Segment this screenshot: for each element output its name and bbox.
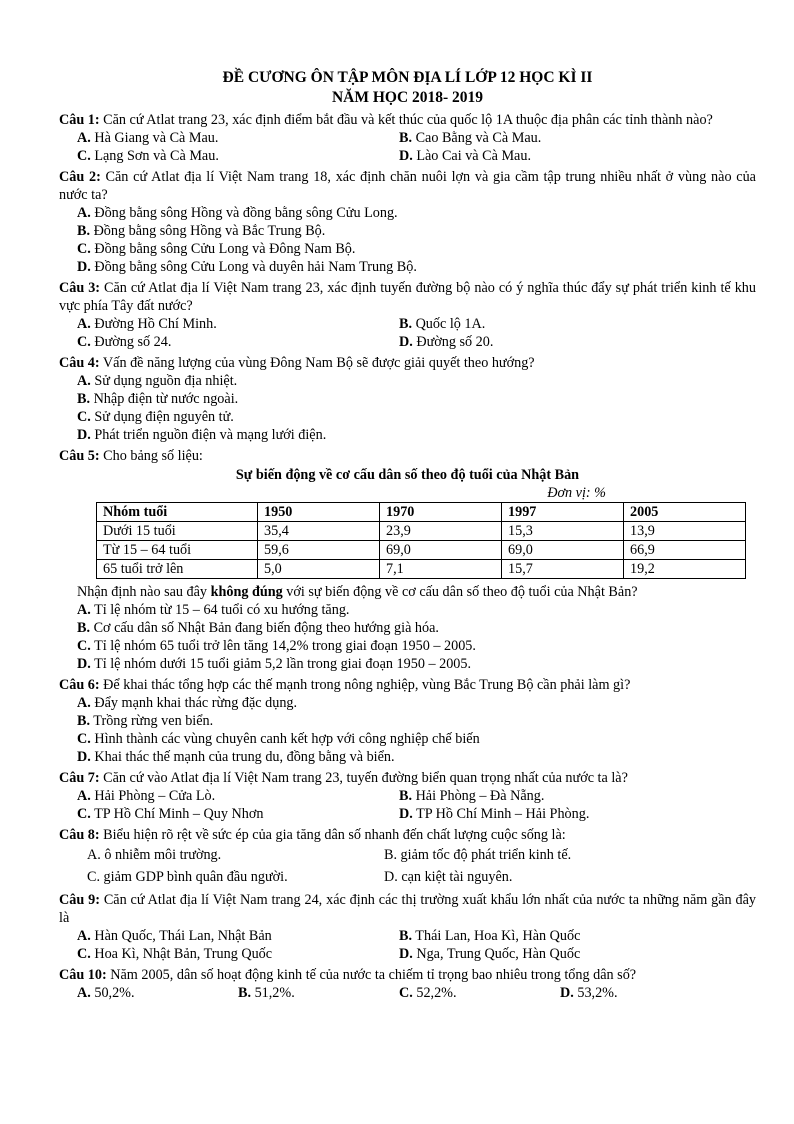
option-c: C. TP Hồ Chí Minh – Quy Nhơn	[77, 806, 264, 822]
table-cell: 13,9	[624, 522, 746, 541]
question-4	[59, 354, 756, 372]
option-b: B. Cơ cấu dân số Nhật Bản đang biến động theo hướng già hóa.	[77, 620, 439, 636]
table-cell: 7,1	[380, 560, 502, 579]
option-a: A. Đẩy mạnh khai thác rừng đặc dụng.	[77, 695, 298, 711]
table-row	[97, 541, 746, 560]
option-a: A. Tỉ lệ nhóm từ 15 – 64 tuổi có xu hướng tăng.	[77, 602, 350, 618]
option-b: B. Quốc lộ 1A.	[399, 316, 486, 332]
option-d: D. Đường số 20.	[399, 334, 494, 350]
table-header-cell: 1950	[258, 503, 380, 522]
option-a: A. 50,2%.	[77, 985, 135, 1001]
question-text: Cho bảng số liệu:	[99, 448, 203, 464]
question-text: Căn cứ Atlat địa lí Việt Nam trang 23, xác định tuyến đường bộ nào có ý nghĩa thúc đẩy sự phát triển kinh tế khu vực phía Tây đất nước?	[59, 280, 756, 314]
question-number: Câu 3:	[59, 280, 101, 296]
option-d: D. cạn kiệt tài nguyên.	[384, 869, 513, 885]
question-number: Câu 6:	[59, 677, 100, 693]
options-row	[59, 333, 756, 351]
option-c: C. Lạng Sơn và Cà Mau.	[77, 148, 219, 164]
question-text: Căn cứ vào Atlat địa lí Việt Nam trang 23, tuyến đường biển quan trọng nhất của nước ta là?	[99, 770, 628, 786]
table-header-cell: 1970	[380, 503, 502, 522]
option-b: B. Cao Bằng và Cà Mau.	[399, 130, 542, 146]
option-d: D. TP Hồ Chí Minh – Hải Phòng.	[399, 806, 590, 822]
option-c: C. Đồng bằng sông Cửu Long và Đông Nam Bộ.	[77, 241, 356, 257]
option-a: A. ô nhiễm môi trường.	[87, 847, 222, 863]
question-2	[59, 168, 756, 204]
option-a: A. Hàn Quốc, Thái Lan, Nhật Bản	[77, 928, 272, 944]
table-cell: 15,7	[502, 560, 624, 579]
option-d: D. Tỉ lệ nhóm dưới 15 tuổi giảm 5,2 lần trong giai đoạn 1950 – 2005.	[77, 656, 472, 672]
option-c: C. Tỉ lệ nhóm 65 tuổi trở lên tăng 14,2% trong giai đoạn 1950 – 2005.	[77, 638, 476, 654]
table-header-cell: 2005	[624, 503, 746, 522]
option-b: B. Hải Phòng – Đà Nẵng.	[399, 788, 545, 804]
question-text: Biểu hiện rõ rệt về sức ép của gia tăng dân số nhanh đến chất lượng cuộc sống là:	[99, 827, 566, 843]
document-page	[59, 68, 756, 1002]
table-cell: 19,2	[624, 560, 746, 579]
option-a: A. Sử dụng nguồn địa nhiệt.	[77, 373, 238, 389]
option-c: C. Sử dụng điện nguyên tử.	[77, 409, 234, 425]
table-cell: 66,9	[624, 541, 746, 560]
question-text: Căn cứ Atlat địa lí Việt Nam trang 24, xác định các thị trường xuất khẩu lớn nhất của nước ta những năm gần đây là	[59, 892, 756, 926]
question-9	[59, 891, 756, 927]
option-d: D. 53,2%.	[560, 985, 618, 1001]
option-b: B. Nhập điện từ nước ngoài.	[77, 391, 239, 407]
document-subtitle: NĂM HỌC 2018- 2019	[331, 89, 484, 106]
table-cell: 23,9	[380, 522, 502, 541]
options-row	[59, 805, 756, 823]
table-header-cell: Nhóm tuổi	[97, 503, 258, 522]
options-row	[59, 787, 756, 805]
question-number: Câu 10:	[59, 967, 107, 983]
table-title: Sự biến động về cơ cấu dân số theo độ tuổi của Nhật Bản	[235, 467, 580, 483]
question-3	[59, 279, 756, 315]
table-unit: Đơn vị: %	[547, 485, 606, 501]
options-row	[59, 147, 756, 165]
table-row	[97, 522, 746, 541]
table-cell: 69,0	[380, 541, 502, 560]
option-b: B. giảm tốc độ phát triển kinh tế.	[384, 847, 572, 863]
option-b: B. 51,2%.	[238, 985, 295, 1001]
data-table	[96, 502, 746, 579]
option-c: C. Hình thành các vùng chuyên canh kết hợp với công nghiệp chế biến	[77, 731, 480, 747]
document-title: ĐỀ CƯƠNG ÔN TẬP MÔN ĐỊA LÍ LỚP 12 HỌC KÌ II	[222, 69, 593, 86]
option-c: C. Hoa Kì, Nhật Bản, Trung Quốc	[77, 946, 273, 962]
question-prompt: Nhận định nào sau đây không đúng với sự biến động về cơ cấu dân số theo độ tuổi của Nhật Bản?	[77, 584, 638, 600]
question-number: Câu 7:	[59, 770, 100, 786]
option-b: B. Thái Lan, Hoa Kì, Hàn Quốc	[399, 928, 581, 944]
option-d: D. Khai thác thế mạnh của trung du, đồng bằng và biển.	[77, 749, 395, 765]
question-text: Căn cứ Atlat trang 23, xác định điểm bắt đầu và kết thúc của quốc lộ 1A thuộc địa phân các tỉnh thành nào?	[99, 112, 713, 128]
options-row	[59, 927, 756, 945]
table-cell: 35,4	[258, 522, 380, 541]
options-row	[59, 945, 756, 963]
question-number: Câu 4:	[59, 355, 100, 371]
question-8	[59, 826, 756, 844]
question-text: Vấn đề năng lượng của vùng Đông Nam Bộ sẽ được giải quyết theo hướng?	[99, 355, 535, 371]
option-c: C. Đường số 24.	[77, 334, 172, 350]
question-text: Căn cứ Atlat địa lí Việt Nam trang 18, xác định chăn nuôi lợn và gia cầm tập trung nhiều nhất ở vùng nào của nước ta?	[59, 169, 756, 203]
option-a: A. Đường Hồ Chí Minh.	[77, 316, 217, 332]
question-number: Câu 5:	[59, 448, 100, 464]
table-cell: 69,0	[502, 541, 624, 560]
option-d: D. Phát triển nguồn điện và mạng lưới điện.	[77, 427, 327, 443]
option-b: B. Đồng bằng sông Hồng và Bắc Trung Bộ.	[77, 223, 326, 239]
table-cell: 5,0	[258, 560, 380, 579]
question-number: Câu 2:	[59, 169, 101, 185]
table-header-cell: 1997	[502, 503, 624, 522]
table-cell: Từ 15 – 64 tuổi	[97, 541, 258, 560]
question-1	[59, 111, 756, 129]
option-d: D. Đồng bằng sông Cửu Long và duyên hải Nam Trung Bộ.	[77, 259, 417, 275]
option-d: D. Lào Cai và Cà Mau.	[399, 148, 531, 164]
options-row	[59, 844, 756, 866]
options-row	[59, 129, 756, 147]
question-10	[59, 966, 756, 984]
question-7	[59, 769, 756, 787]
option-c: C. 52,2%.	[399, 985, 457, 1001]
question-number: Câu 8:	[59, 827, 100, 843]
option-a: A. Hà Giang và Cà Mau.	[77, 130, 219, 146]
options-row	[59, 984, 756, 1002]
question-6	[59, 676, 756, 694]
question-5	[59, 447, 756, 465]
table-cell: 65 tuổi trở lên	[97, 560, 258, 579]
table-cell: 15,3	[502, 522, 624, 541]
option-a: A. Hải Phòng – Cửa Lò.	[77, 788, 216, 804]
option-c: C. giảm GDP bình quân đầu người.	[87, 869, 288, 885]
option-d: D. Nga, Trung Quốc, Hàn Quốc	[399, 946, 581, 962]
table-cell: Dưới 15 tuổi	[97, 522, 258, 541]
table-header-row	[97, 503, 746, 522]
options-row	[59, 866, 756, 888]
table-cell: 59,6	[258, 541, 380, 560]
options-row	[59, 315, 756, 333]
question-number: Câu 9:	[59, 892, 100, 908]
option-a: A. Đồng bằng sông Hồng và đồng bằng sông Cửu Long.	[77, 205, 398, 221]
question-text: Năm 2005, dân số hoạt động kinh tế của nước ta chiếm tỉ trọng bao nhiêu trong tổng dân số?	[106, 967, 637, 983]
table-row	[97, 560, 746, 579]
option-b: B. Trồng rừng ven biển.	[77, 713, 214, 729]
question-text: Để khai thác tổng hợp các thế mạnh trong nông nghiệp, vùng Bắc Trung Bộ cần phải làm gì?	[99, 677, 631, 693]
question-number: Câu 1:	[59, 112, 100, 128]
